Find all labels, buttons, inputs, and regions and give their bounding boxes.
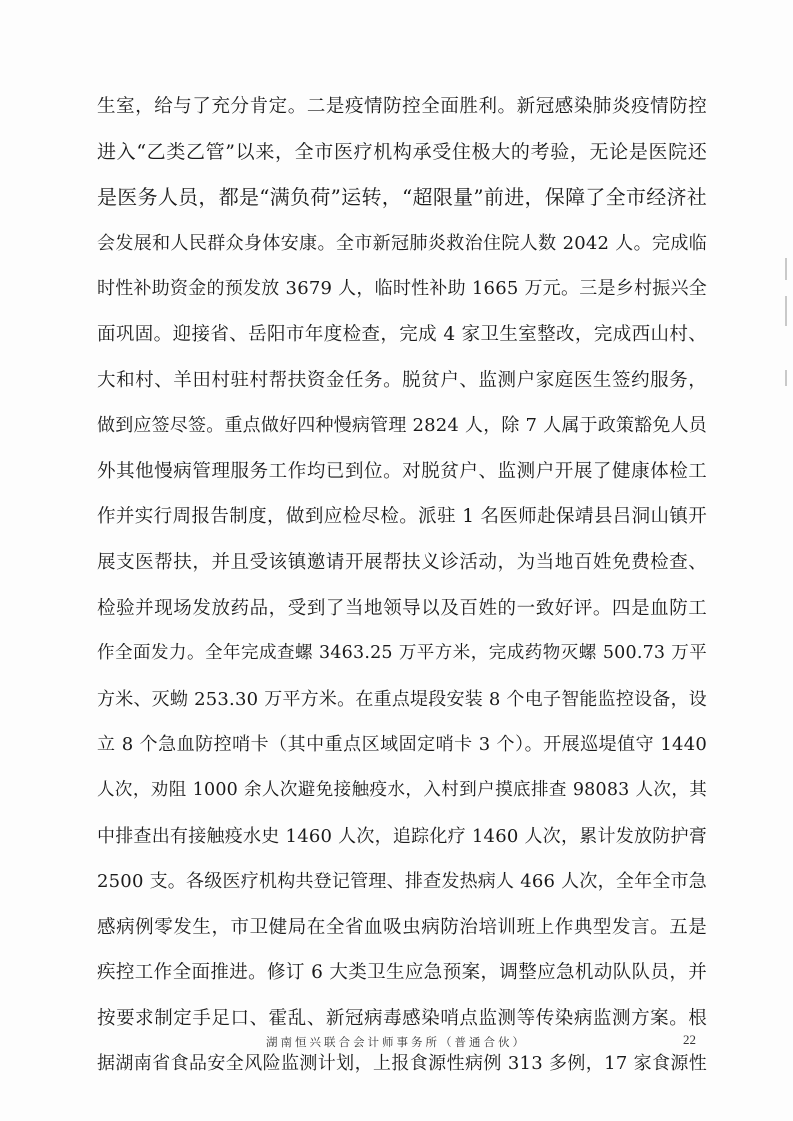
- scan-edge-mark: [785, 370, 787, 386]
- text-line: 2500 支。各级医疗机构共登记管理、排查发热病人 466 人次，全年全市急: [97, 871, 707, 893]
- text-line: 感病例零发生，市卫健局在全省血吸虫病防治培训班上作典型发言。五是: [97, 916, 707, 938]
- text-line: 疾控工作全面推进。修订 6 大类卫生应急预案，调整应急机动队队员，并: [97, 962, 707, 984]
- text-line: 作全面发力。全年完成查螺 3463.25 万平方米，完成药物灭螺 500.73 万平: [97, 643, 707, 664]
- text-line: 方米、灭蚴 253.30 万平方米。在重点堤段安装 8 个电子智能监控设备，设: [97, 688, 707, 710]
- text-line: 检验并现场发放药品，受到了当地领导以及百姓的一致好评。四是血防工: [97, 597, 707, 619]
- text-line: 外其他慢病管理服务工作均已到位。对脱贫户、监测户开展了健康体检工: [97, 460, 707, 482]
- text-line: 进入“乙类乙管”以来，全市医疗机构承受住极大的考验，无论是医院还: [97, 140, 707, 163]
- scan-edge-mark: [785, 258, 787, 280]
- body-text: [97, 84, 707, 1087]
- text-line: 大和村、羊田村驻村帮扶资金任务。脱贫户、监测户家庭医生签约服务，: [97, 369, 707, 391]
- footer-organization: 湖南恒兴联合会计师事务所（普通合伙）: [266, 1035, 527, 1049]
- page-number: 22: [683, 1032, 696, 1047]
- text-line: 做到应签尽签。重点做好四种慢病管理 2824 人，除 7 人属于政策豁免人员: [97, 415, 707, 437]
- text-line: 会发展和人民群众身体安康。全市新冠肺炎救治住院人数 2042 人。完成临: [97, 232, 707, 254]
- page-footer: [0, 1034, 793, 1054]
- text-line: 展支医帮扶，并且受该镇邀请开展帮扶义诊活动，为当地百姓免费检查、: [97, 551, 707, 573]
- text-line: 面巩固。迎接省、岳阳市年度检查，完成 4 家卫生室整改，完成西山村、: [97, 323, 707, 345]
- text-line: 是医务人员，都是“满负荷”运转，“超限量”前进，保障了全市经济社: [97, 185, 707, 210]
- text-line: 作并实行周报告制度，做到应检尽检。派驻 1 名医师赴保靖县吕洞山镇开: [97, 506, 707, 528]
- text-line: 中排查出有接触疫水史 1460 人次，追踪化疗 1460 人次，累计发放防护膏: [97, 825, 707, 847]
- text-line: 据湖南省食品安全风险监测计划，上报食源性病例 313 多例，17 家食源性: [97, 1053, 707, 1075]
- text-line: 时性补助资金的预发放 3679 人，临时性补助 1665 万元。三是乡村振兴全: [97, 278, 707, 300]
- text-line: 人次，劝阻 1000 余人次避免接触疫水，入村到户摸底排查 98083 人次，其: [97, 779, 707, 800]
- text-line: 立 8 个急血防控哨卡（其中重点区域固定哨卡 3 个）。开展巡堤值守 1440: [97, 734, 707, 756]
- text-line: 生室，给与了充分肯定。二是疫情防控全面胜利。新冠感染肺炎疫情防控: [97, 96, 707, 117]
- scan-edge-mark: [785, 296, 787, 326]
- text-line: 按要求制定手足口、霍乱、新冠病毒感染哨点监测等传染病监测方案。根: [97, 1007, 707, 1029]
